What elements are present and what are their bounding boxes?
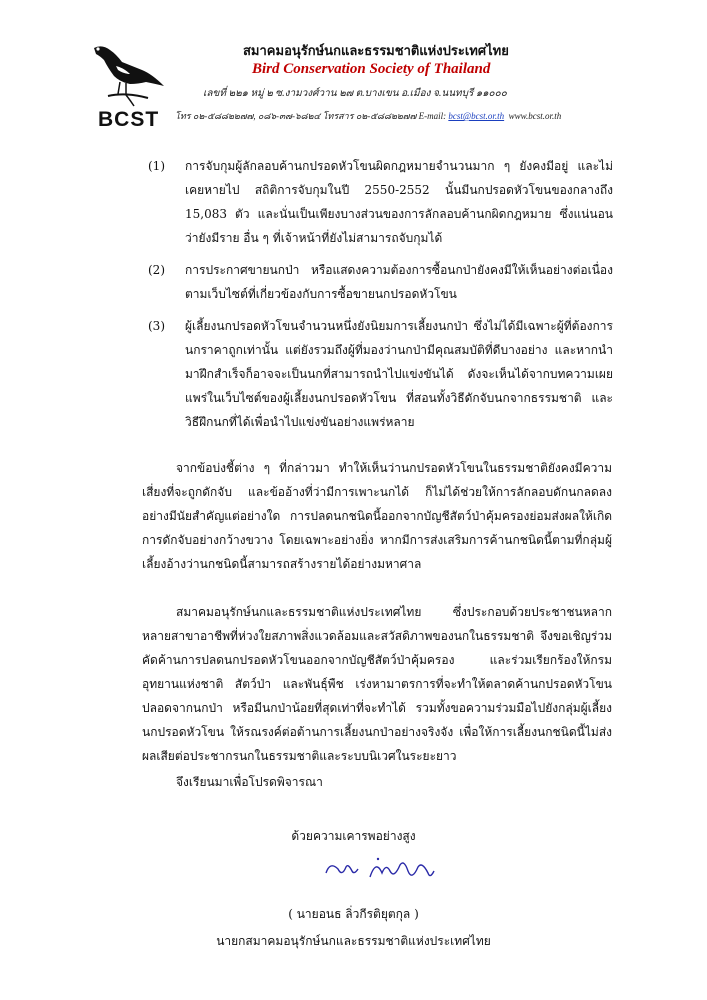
list-item-number: (3) <box>148 319 165 333</box>
list-item <box>148 154 613 250</box>
list-item <box>148 314 613 434</box>
list-item-text: ผู้เลี้ยงนกปรอดหัวโขนจำนวนหนึ่งยังนิยมการเลี้ยงนกป่า ซึ่งไม่ได้มีเฉพาะผู้ที่ต้องการนกราคาถูกเท่านั้น แต่ยังรวมถึงผู้ที่มองว่านกป่ามีคุณสมบัติที่ดีบางอย่าง และหากนำมาฝึกสำเร็จก็อาจจะเป็นนกที่สามารถนำไปแข่งขันได้ ดังจะเห็นได้จากบทความเผยแพร่ในเว็บไซต์ของผู้เลี้ยงนกปรอดหัวโขน ที่สอนทั้งวิธีดักจับนกจากธรรมชาติ และวิธีฝึกนกที่ได้เพื่อนำไปแข่งขันอย่างแพร่หลาย <box>185 319 613 429</box>
handwritten-signature <box>320 853 440 887</box>
list-item-text: การประกาศขายนกป่า หรือแสดงความต้องการซื้อนกป่ายังคงมีให้เห็นอย่างต่อเนื่อง ตามเว็บไซต์ที่เกี่ยวข้องกับการซื้อขายนกปรอดหัวโขน <box>185 263 613 301</box>
contact-line <box>175 109 705 123</box>
respect-line: ด้วยความเคารพอย่างสูง <box>291 829 416 843</box>
list-item-number: (1) <box>148 159 165 173</box>
body-paragraph: สมาคมอนุรักษ์นกและธรรมชาติแห่งประเทศไทย ซึ่งประกอบด้วยประชาชนหลากหลายสาขาอาชีพที่ห่วงใยสภาพสิ่งแวดล้อมและสวัสดิภาพของนกในธรรมชาติ จึงขอเชิญร่วมคัดค้านการปลดนกปรอดหัวโขนออกจากบัญชีสัตว์ป่าคุ้มครอง และร่วมเรียกร้องให้กรมอุทยานแห่งชาติ สัตว์ป่า และพันธุ์พืช เร่งหามาตรการที่จะทำให้ตลาดค้านกปรอดหัวโขนปลอดจากนกป่า หรือมีนกป่าน้อยที่สุดเท่าที่จะทำได้ รวมทั้งขอความร่วมมือไปยังกลุ่มผู้เลี้ยงนกปรอดหัวโขน ให้รณรงค์ต่อต้านการเลี้ยงนกป่าอย่างจริงจัง เพื่อให้การเลี้ยงนกชนิดนี้ไม่ส่งผลเสียต่อประชากรนกในธรรมชาติและระบบนิเวศในระยะยาว <box>142 605 612 763</box>
website-link[interactable]: www.bcst.or.th <box>508 111 562 121</box>
closing-line: จึงเรียนมาเพื่อโปรดพิจารณา <box>176 775 323 789</box>
list-item-text: การจับกุมผู้ลักลอบค้านกปรอดหัวโขนผิดกฎหมายจำนวนมาก ๆ ยังคงมีอยู่ และไม่เคยหายไป สถิติการจับกุมในปี 2550-2552 นั้นมีนกปรอดหัวโขนของกลางถึง 15,083 ตัว และนั่นเป็นเพียงบางส่วนของการลักลอบค้านกผิดกฎหมาย ซึ่งแน่นอนว่ายังมีราย อื่น ๆ ที่เจ้าหน้าที่ยังไม่สามารถจับกุมได้ <box>185 159 613 245</box>
org-name-thai: สมาคมอนุรักษ์นกและธรรมชาติแห่งประเทศไทย <box>243 43 509 58</box>
email-link[interactable]: bcst@bcst.or.th <box>448 111 505 121</box>
bcst-logo <box>86 40 170 135</box>
org-address: เลขที่ ๒๒๑ หมู่ ๒ ซ.งามวงศ์วาน ๒๗ ต.บางเขน อ.เมือง จ.นนทบุรี ๑๑๐๐๐ <box>203 88 507 99</box>
list-item-number: (2) <box>148 263 165 277</box>
contact-phones: โทร ๐๒-๕๘๘๒๒๗๗, ๐๘๖-๓๗-๖๘๒๔ โทรสาร ๐๒-๕๘๘๒๒๗๗ E-mail: <box>175 111 449 121</box>
signer-name: ( นายอนธ ลิ่วกีรติยุตกุล ) <box>288 907 419 921</box>
letterhead <box>0 0 707 140</box>
list-item <box>148 258 613 306</box>
signer-title: นายกสมาคมอนุรักษ์นกและธรรมชาติแห่งประเทศไทย <box>216 934 491 948</box>
body-paragraph: จากข้อบ่งชี้ต่าง ๆ ที่กล่าวมา ทำให้เห็นว่านกปรอดหัวโขนในธรรมชาติยังคงมีความเสี่ยงที่จะถูกดักจับ และข้ออ้างที่ว่ามีการเพาะนกได้ ก็ไม่ได้ช่วยให้การลักลอบดักนกลดลงอย่างมีนัยสำคัญแต่อย่างใด การปลดนกชนิดนี้ออกจากบัญชีสัตว์ป่าคุ้มครองย่อมส่งผลให้เกิดการดักจับอย่างกว้างขวาง โดยเฉพาะอย่างยิ่ง หากมีการส่งเสริมการค้านกชนิดนี้ตามที่กลุ่มผู้เลี้ยงอ้างว่านกชนิดนี้สามารถสร้างรายได้อย่างมหาศาล <box>142 461 612 571</box>
logo-text: BCST <box>98 108 160 131</box>
org-name-english: Bird Conservation Society of Thailand <box>252 61 491 77</box>
bird-on-branch-icon <box>86 40 170 110</box>
